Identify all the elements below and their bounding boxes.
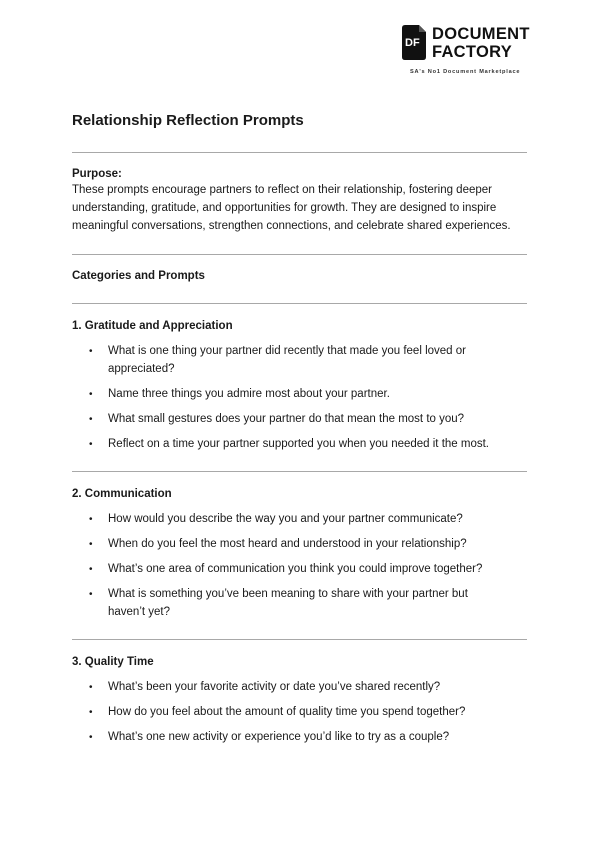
prompt-text: What small gestures does your partner do that mean the most to you? (108, 412, 465, 425)
prompt-text: How do you feel about the amount of quality time you spend together? (108, 706, 466, 718)
list-item (88, 436, 508, 454)
prompt-text: What is one thing your partner did recently that made you feel loved or appreciated? (108, 345, 466, 375)
prompt-text: Reflect on a time your partner supported you when you needed it the most. (108, 437, 489, 450)
purpose-heading: Purpose: (72, 168, 122, 180)
list-item (88, 729, 508, 747)
prompt-text: What’s one area of communication you think you could improve together? (108, 563, 483, 575)
bullet: • (89, 539, 93, 550)
divider (72, 303, 527, 304)
prompt-list-communication (88, 511, 508, 629)
logo-letters: DF (405, 37, 420, 49)
list-item (88, 586, 508, 621)
prompt-text: How would you describe the way you and your partner communicate? (108, 513, 463, 525)
list-item (88, 561, 508, 579)
prompt-list-quality-time (88, 679, 508, 754)
bullet: • (89, 413, 93, 425)
section-heading-quality-time: 3. Quality Time (72, 656, 154, 668)
prompt-text: Name three things you admire most about your partner. (108, 387, 390, 400)
bullet: • (89, 564, 93, 575)
list-item (88, 704, 508, 722)
divider (72, 471, 527, 472)
section-heading-gratitude: 1. Gratitude and Appreciation (72, 320, 233, 332)
bullet: • (89, 707, 93, 718)
divider (72, 152, 527, 153)
prompt-text: What’s one new activity or experience you’d like to try as a couple? (108, 731, 450, 743)
list-item (88, 343, 508, 378)
brand-name-line2: FACTORY (432, 43, 513, 61)
list-item (88, 679, 508, 697)
bullet: • (89, 589, 93, 600)
bullet: • (89, 438, 93, 450)
prompt-text: What is something you’ve been meaning to share with your partner but haven’t yet? (108, 588, 468, 618)
bullet: • (89, 346, 93, 357)
list-item (88, 411, 508, 429)
bullet: • (89, 514, 93, 525)
prompt-text: What’s been your favorite activity or date you’ve shared recently? (108, 681, 441, 693)
divider (72, 639, 527, 640)
document-logo-icon (402, 25, 426, 60)
bullet: • (89, 732, 93, 743)
list-item (88, 511, 508, 529)
section-heading-communication: 2. Communication (72, 488, 172, 500)
document-title: Relationship Reflection Prompts (72, 112, 304, 129)
brand-tagline: SA's No1 Document Marketplace (410, 69, 521, 75)
list-item (88, 536, 508, 554)
divider (72, 254, 527, 255)
list-item (88, 386, 508, 404)
bullet: • (89, 388, 93, 400)
purpose-text: These prompts encourage partners to reflect on their relationship, fostering deeper understanding, gratitude, and opportunities for growth. They are designed to inspire meaningful conversations, strengthen connections, and celebrate shared experiences. (72, 184, 511, 232)
bullet: • (89, 682, 93, 693)
categories-heading: Categories and Prompts (72, 270, 205, 282)
brand-name (432, 25, 530, 61)
brand-name-line1: DOCUMENT (432, 25, 530, 43)
prompt-list-gratitude (88, 343, 508, 461)
prompt-text: When do you feel the most heard and understood in your relationship? (108, 538, 467, 550)
